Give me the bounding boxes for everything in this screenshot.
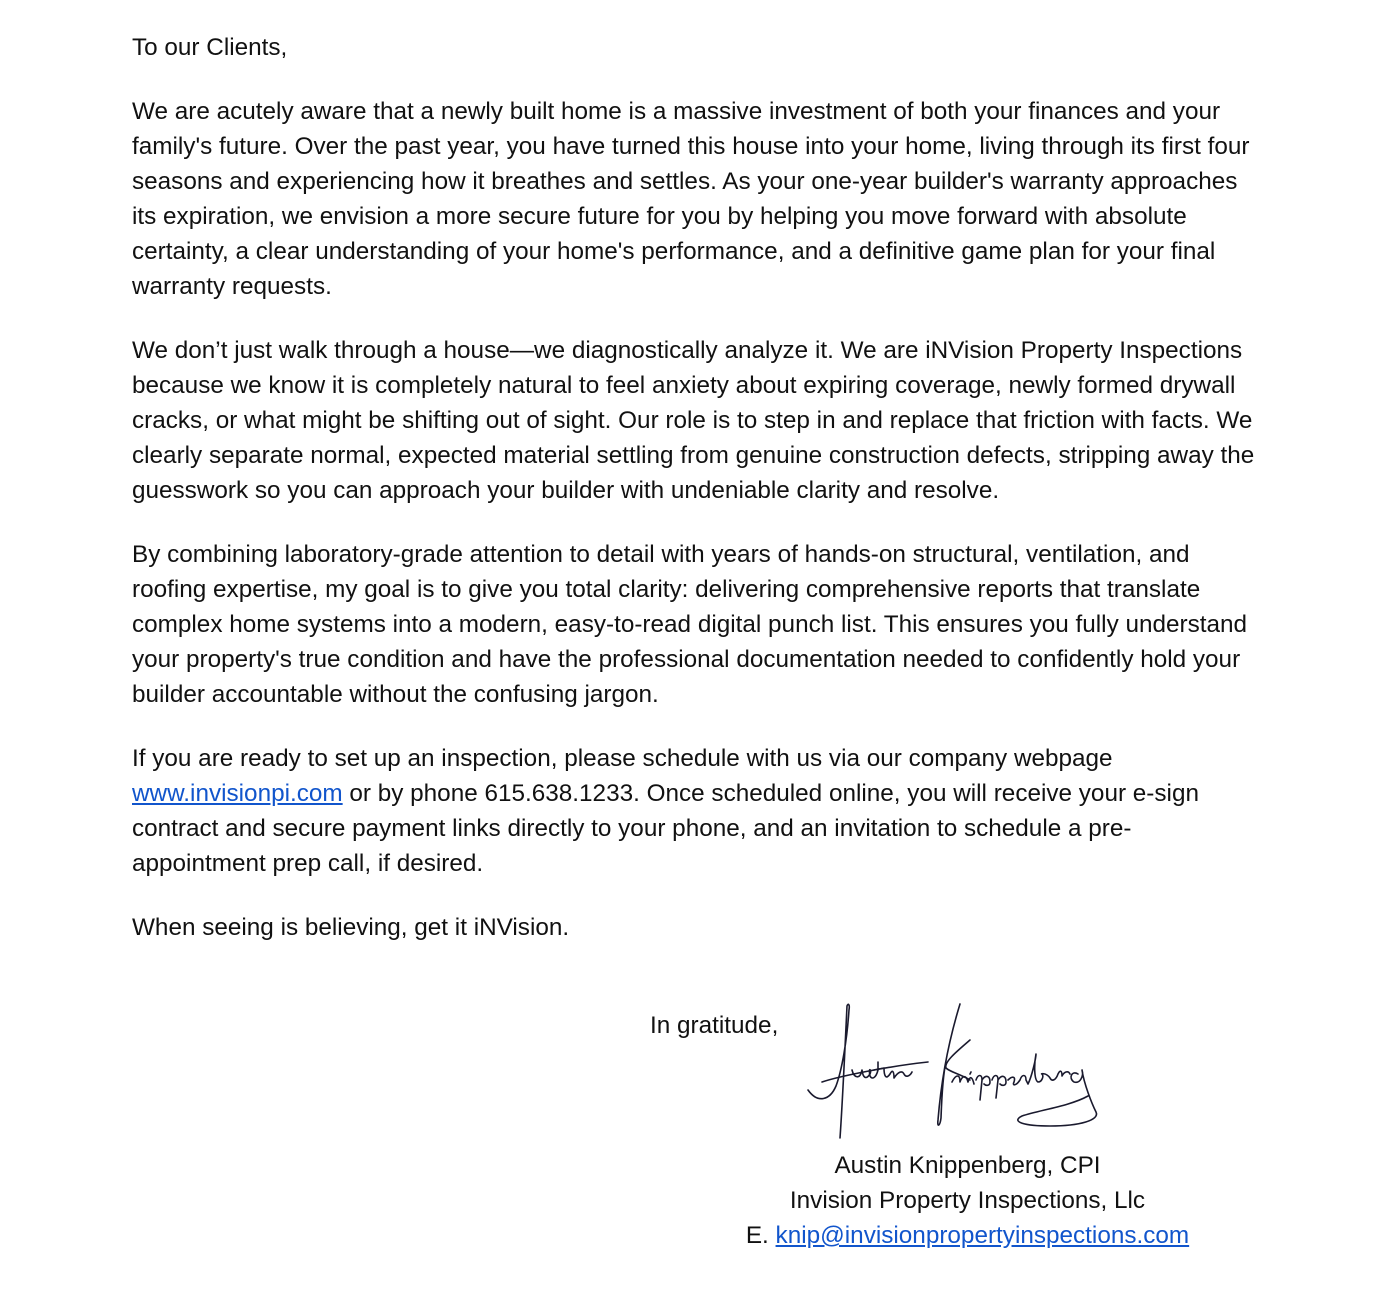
handwritten-signature (800, 1000, 1105, 1140)
company-name: Invision Property Inspections, Llc (789, 1187, 1146, 1214)
email-link[interactable]: knip@invisionpropertyinspections.com (775, 1222, 1190, 1249)
website-link[interactable]: www.invisionpi.com (132, 780, 343, 807)
salutation: To our Clients, (132, 34, 288, 61)
signer-name: Austin Knippenberg, CPI (834, 1152, 1101, 1179)
tagline: When seeing is believing, get it iNVision. (132, 914, 570, 941)
scheduling-text-before: If you are ready to set up an inspection, please schedule with us via our company webpage (132, 745, 1113, 772)
signature-block (600, 1148, 1335, 1253)
paragraph-investment: We are acutely aware that a newly built home is a massive investment of both your finances and your family's future. Over the past year, you have turned this house into your home, living through its first four seasons and experiencing how it breathes and settles. As your one-year builder's warranty approaches its expiration, we envision a more secure future for you by helping you move forward with absolute certainty, a clear understanding of your home's performance, and a definitive game plan for your final warranty requests. (132, 98, 1250, 300)
email-line (600, 1218, 1335, 1253)
email-prefix: E. (745, 1222, 776, 1249)
paragraph-expertise: By combining laboratory-grade attention to detail with years of hands-on structural, ventilation, and roofing expertise, my goal is to give you total clarity: delivering comprehensive reports that translate complex home systems into a modern, easy-to-read digital punch list. This ensures you fully understand your property's true condition and have the professional documentation needed to confidently hold your builder accountable without the confusing jargon. (132, 541, 1248, 708)
letter-body (132, 30, 1262, 974)
valediction: In gratitude, (650, 1012, 779, 1039)
paragraph-diagnostics: We don’t just walk through a house—we diagnostically analyze it. We are iNVision Property Inspections because we know it is completely natural to feel anxiety about expiring coverage, newly formed drywall cracks, or what might be shifting out of sight. Our role is to step in and replace that friction with facts. We clearly separate normal, expected material settling from genuine construction defects, stripping away the guesswork so you can approach your builder with undeniable clarity and resolve. (132, 337, 1255, 504)
paragraph-scheduling (132, 741, 1262, 881)
scheduling-text-after: or by phone 615.638.1233. Once scheduled online, you will receive your e-sign contract and secure payment links directly to your phone, and an invitation to schedule a pre-appointment prep call, if desired. (132, 780, 1199, 877)
